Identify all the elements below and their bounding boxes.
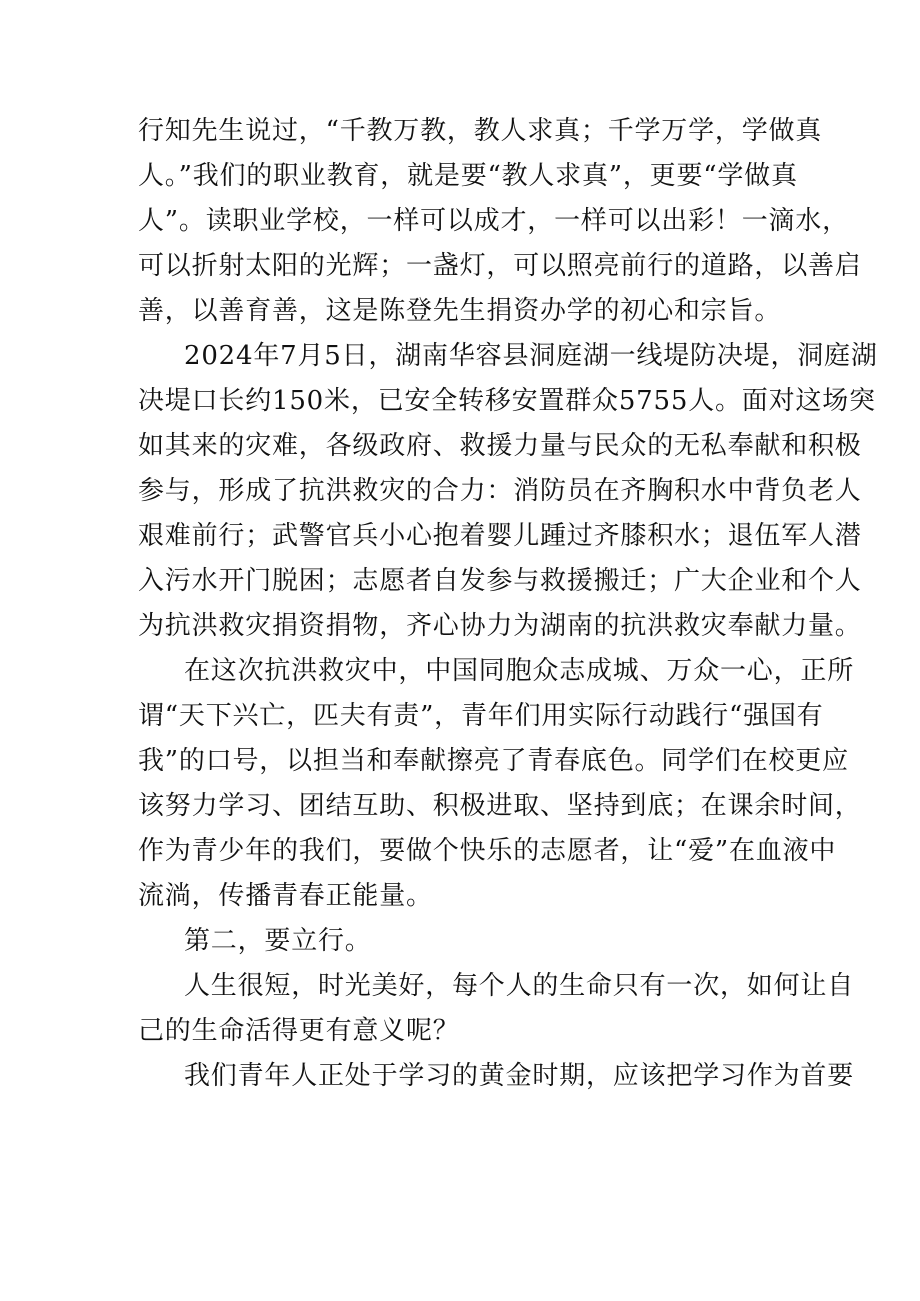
- text-line: 入污水开门脱困；志愿者自发参与救援搬迁；广大企业和个人: [138, 566, 862, 596]
- text-line: 行知先生说过，“千教万教，教人求真；千学万学，学做真: [138, 116, 823, 146]
- text-line: 人。”我们的职业教育，就是要“教人求真”，更要“学做真: [138, 161, 798, 191]
- paragraph-first-line: 我们青年人正处于学习的黄金时期，应该把学习作为首要: [184, 1061, 855, 1091]
- text-line: 人”。读职业学校，一样可以成才，一样可以出彩！一滴水，: [138, 206, 849, 236]
- text-line: 参与，形成了抗洪救灾的合力：消防员在齐胸积水中背负老人: [138, 476, 862, 506]
- text-line: 我”的口号，以担当和奉献擦亮了青春底色。同学们在校更应: [138, 746, 849, 776]
- text-line: 己的生命活得更有意义呢？: [138, 1016, 460, 1046]
- section-heading-line: 第二，要立行。: [184, 926, 372, 956]
- text-line: 决堤口长约150米，已安全转移安置群众5755人。面对这场突: [138, 386, 876, 416]
- text-line: 作为青少年的我们，要做个快乐的志愿者，让“爱”在血液中: [138, 836, 837, 866]
- text-line: 如其来的灾难，各级政府、救援力量与民众的无私奉献和积极: [138, 431, 862, 461]
- document-body: [138, 109, 878, 1099]
- paragraph-first-line: 在这次抗洪救灾中，中国同胞众志成城、万众一心，正所: [184, 656, 855, 686]
- paragraph-first-line: 人生很短，时光美好，每个人的生命只有一次，如何让自: [184, 971, 855, 1001]
- text-line: 谓“天下兴亡，匹夫有责”，青年们用实际行动践行“强国有: [138, 701, 824, 731]
- text-line: 可以折射太阳的光辉；一盏灯，可以照亮前行的道路，以善启: [138, 251, 862, 281]
- text-line: 善，以善育善，这是陈登先生捐资办学的初心和宗旨。: [138, 296, 782, 326]
- text-line: 该努力学习、团结互助、积极进取、坚持到底；在课余时间，: [138, 791, 862, 821]
- text-line: 艰难前行；武警官兵小心抱着婴儿踵过齐膝积水；退伍军人潜: [138, 521, 862, 551]
- text-line: 为抗洪救灾捐资捐物，齐心协力为湖南的抗洪救灾奉献力量。: [138, 611, 862, 641]
- paragraph-first-line: 2024年7月5日，湖南华容县洞庭湖一线堤防决堤，洞庭湖: [184, 341, 878, 371]
- text-line: 流淌，传播青春正能量。: [138, 881, 433, 911]
